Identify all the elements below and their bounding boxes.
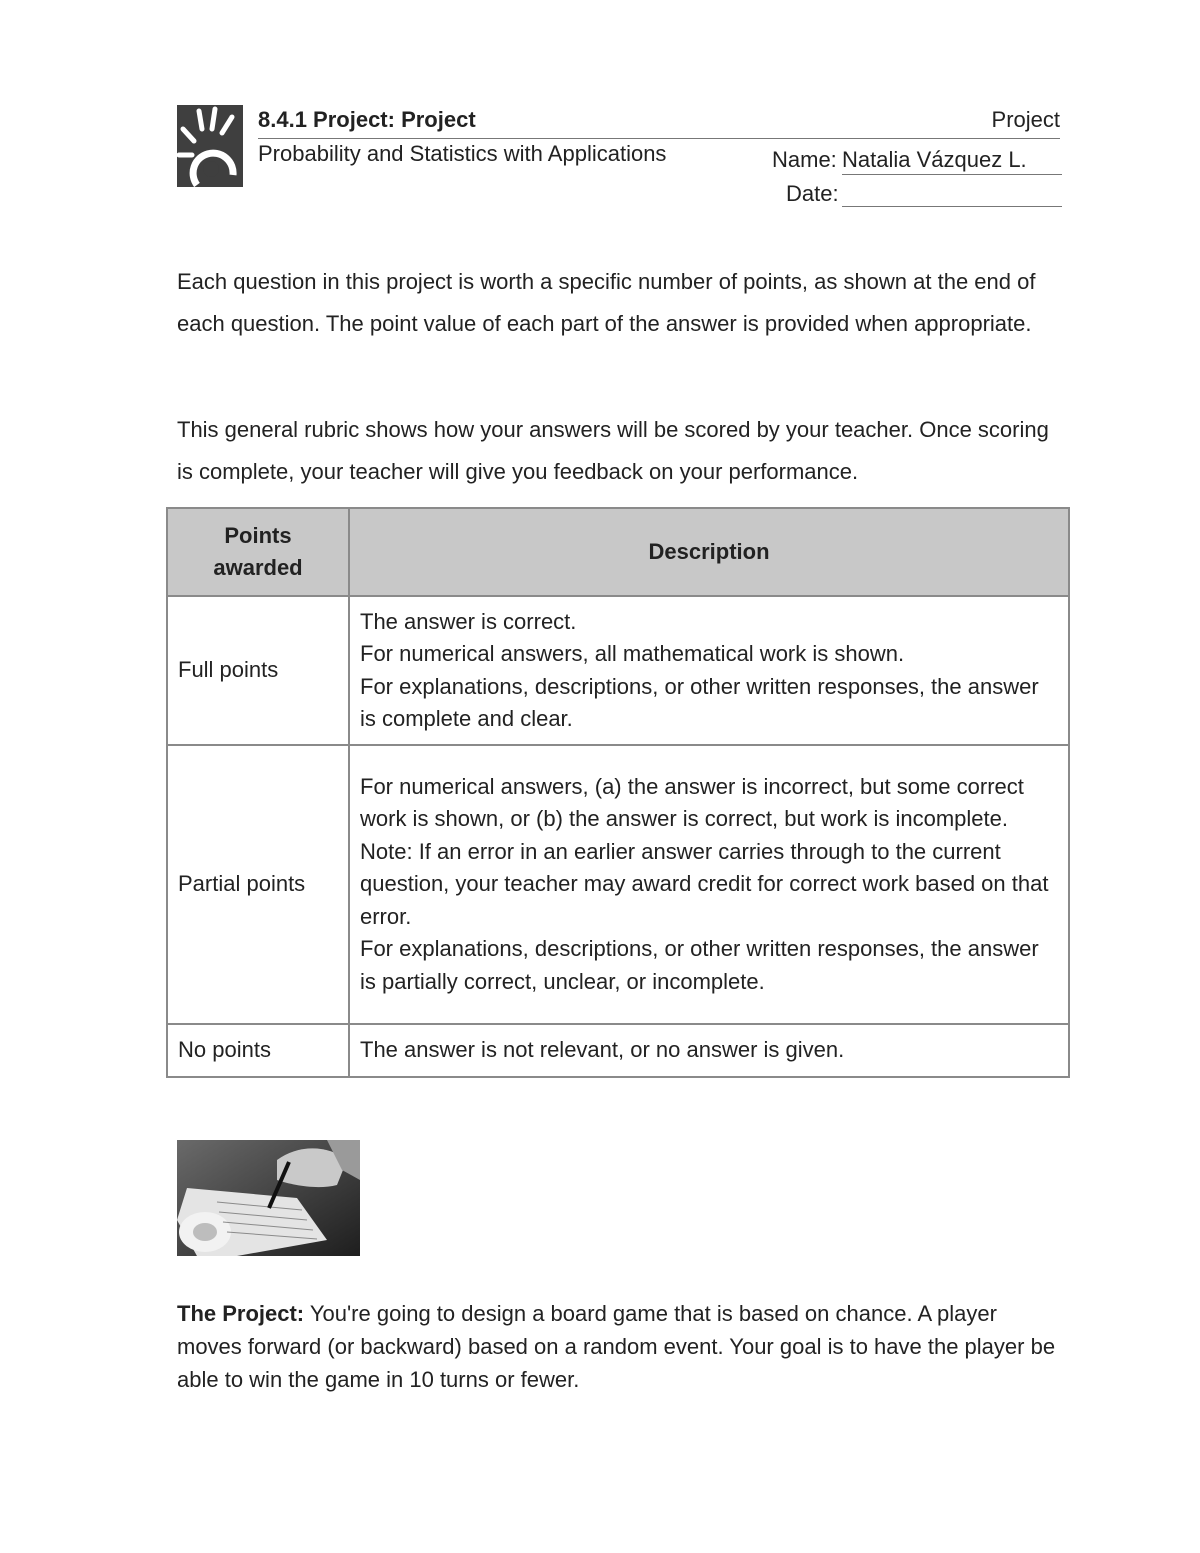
- table-row: [167, 596, 1069, 745]
- rubric-table: [166, 507, 1070, 1078]
- name-label: Name:: [772, 147, 837, 172]
- header-divider: [258, 138, 1060, 139]
- points-cell: Full points: [167, 596, 349, 745]
- writing-hand-photo: [177, 1140, 360, 1256]
- description-header: Description: [349, 508, 1069, 596]
- date-label: Date:: [786, 181, 839, 206]
- intro-paragraph-points: Each question in this project is worth a specific number of points, as shown at the end of each question. The point value of each part of the answer is provided when appropriate.: [177, 269, 1036, 336]
- project-text: You're going to design a board game that is based on chance. A player moves forward (or backward) based on a random event. Your goal is to have the player be able to win the game in 10 turns or fewer.: [177, 1301, 1056, 1392]
- project-label: The Project:: [177, 1301, 305, 1326]
- table-row: [167, 745, 1069, 1024]
- points-cell: No points: [167, 1024, 349, 1077]
- description-line: For explanations, descriptions, or other written responses, the answer is complete and clear.: [360, 673, 1039, 731]
- points-awarded-header: Points awarded: [167, 508, 349, 596]
- date-field[interactable]: [842, 181, 1062, 207]
- description-cell: [349, 1024, 1069, 1077]
- description-line: The answer is correct.: [360, 608, 577, 634]
- document-title: 8.4.1 Project: Project: [258, 107, 476, 132]
- description-cell: [349, 596, 1069, 745]
- description-line: For numerical answers, all mathematical work is shown.: [360, 641, 905, 666]
- description-line: For explanations, descriptions, or other written responses, the answer is partially correct, unclear, or incomplete.: [360, 936, 1039, 994]
- project-description: [177, 1297, 1057, 1396]
- course-logo-icon: [177, 105, 243, 187]
- points-cell: Partial points: [167, 745, 349, 1024]
- document-type-label: Project: [991, 107, 1060, 132]
- description-line: Note: If an error in an earlier answer carries through to the current question, your teacher may award credit for correct work based on that error.: [360, 838, 1049, 929]
- description-line: The answer is not relevant, or no answer is given.: [360, 1037, 845, 1063]
- rubric-header-row: [167, 508, 1069, 596]
- name-field[interactable]: Natalia Vázquez L.: [842, 147, 1062, 175]
- course-subtitle: Probability and Statistics with Applications: [258, 141, 667, 166]
- table-row: [167, 1024, 1069, 1077]
- description-line: For numerical answers, (a) the answer is incorrect, but some correct work is shown, or (b) the answer is correct, but work is incomplete.: [360, 773, 1024, 832]
- intro-paragraph-rubric: This general rubric shows how your answers will be scored by your teacher. Once scoring is complete, your teacher will give you feedback on your performance.: [177, 417, 1049, 484]
- description-cell: [349, 745, 1069, 1024]
